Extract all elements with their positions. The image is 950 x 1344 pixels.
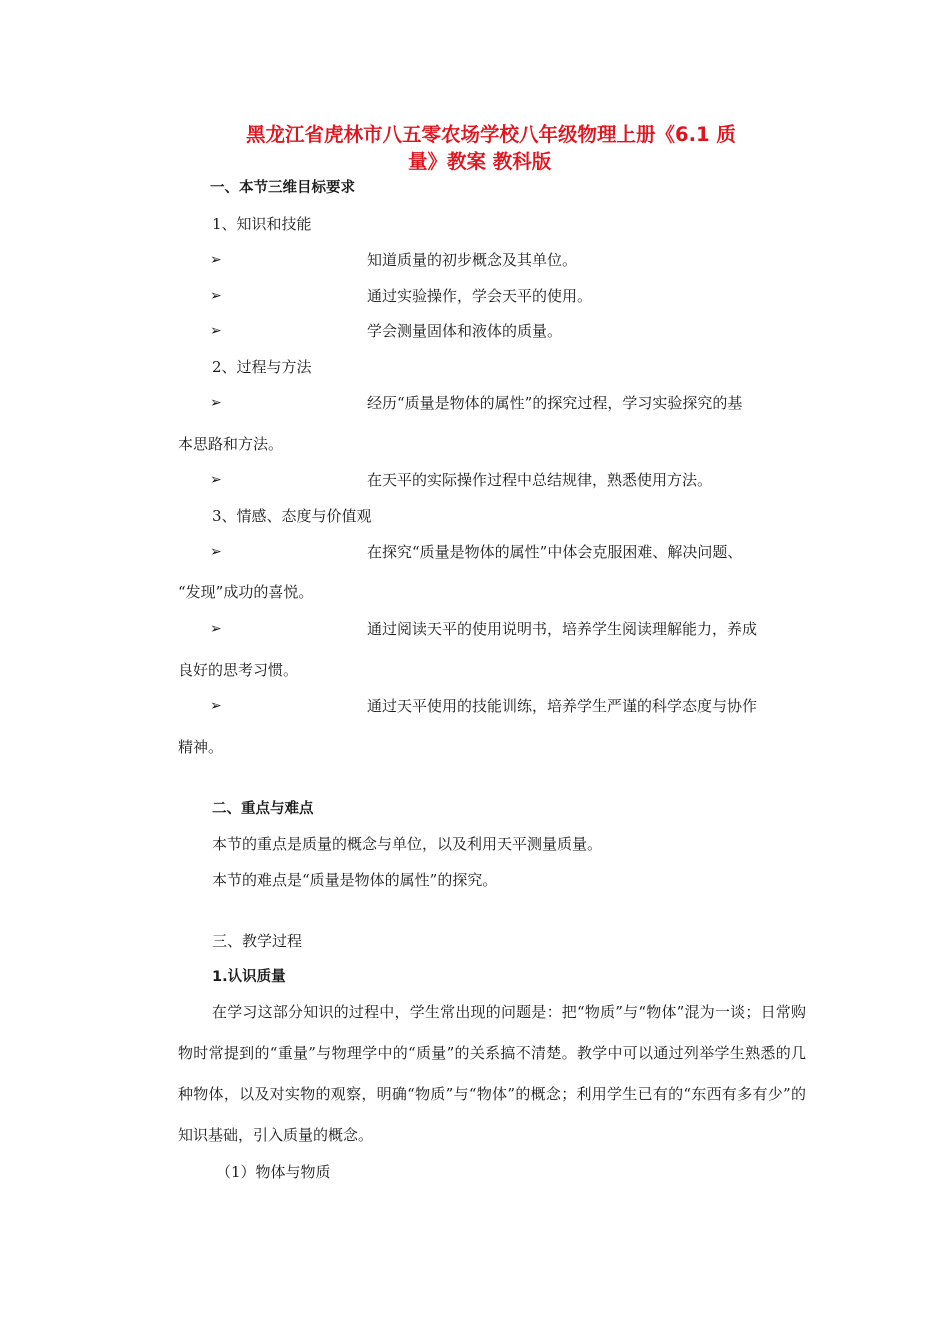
- section-3-heading: 三、教学过程: [212, 932, 303, 950]
- bullet-arrow-icon: ➢: [210, 252, 222, 268]
- subsection-process-method: 2、过程与方法: [212, 358, 312, 376]
- list-item: 在天平的实际操作过程中总结规律，熟悉使用方法。: [367, 471, 713, 489]
- list-item: 知道质量的初步概念及其单位。: [367, 251, 578, 269]
- difficult-point-text: 本节的难点是“质量是物体的属性”的探究。: [212, 871, 498, 889]
- bullet-arrow-icon: ➢: [210, 472, 222, 488]
- list-item-continuation: “发现”成功的喜悦。: [178, 583, 314, 601]
- list-item: 在探究“质量是物体的属性”中体会克服困难、解决问题、: [367, 543, 743, 561]
- list-item-continuation: 本思路和方法。: [178, 435, 284, 453]
- bullet-arrow-icon: ➢: [210, 544, 222, 560]
- document-title: [246, 121, 811, 175]
- subsection-object-substance: （1）物体与物质: [216, 1163, 331, 1181]
- subsection-knowledge-skills: 1、知识和技能: [212, 215, 312, 233]
- list-item-continuation: 精神。: [178, 738, 224, 756]
- teaching-paragraph: 在学习这部分知识的过程中，学生常出现的问题是：把“物质”与“物体”混为一谈；日常购物时常提到的“重量”与物理学中的“质量”的关系搞不清楚。教学中可以通过列举学生熟悉的几种物体，以及对实物的观察，明确“物质”与“物体”的概念；利用学生已有的“东西有多有少”的知识基础，引入质量的概念。: [178, 1003, 806, 1144]
- subsection-know-mass: 1.认识质量: [212, 969, 286, 985]
- bullet-arrow-icon: ➢: [210, 323, 222, 339]
- list-item: 通过天平使用的技能训练，培养学生严谨的科学态度与协作: [367, 697, 758, 715]
- bullet-arrow-icon: ➢: [210, 288, 222, 304]
- bullet-arrow-icon: ➢: [210, 621, 222, 637]
- list-item: 通过阅读天平的使用说明书，培养学生阅读理解能力，养成: [367, 620, 758, 638]
- title-line-2: 量》教案 教科版: [408, 150, 552, 173]
- section-2-heading: 二、重点与难点: [212, 801, 314, 817]
- list-item: 经历“质量是物体的属性”的探究过程，学习实验探究的基: [367, 394, 743, 412]
- list-item: 通过实验操作，学会天平的使用。: [367, 287, 593, 305]
- bullet-arrow-icon: ➢: [210, 698, 222, 714]
- subsection-emotion-attitude: 3、情感、态度与价值观: [212, 507, 372, 525]
- list-item: 学会测量固体和液体的质量。: [367, 322, 563, 340]
- section-1-heading: 一、本节三维目标要求: [210, 180, 355, 196]
- title-line-1: 黑龙江省虎林市八五零农场学校八年级物理上册《6.1 质: [246, 123, 736, 146]
- key-point-text: 本节的重点是质量的概念与单位，以及利用天平测量质量。: [212, 835, 603, 853]
- list-item-continuation: 良好的思考习惯。: [178, 661, 299, 679]
- bullet-arrow-icon: ➢: [210, 395, 222, 411]
